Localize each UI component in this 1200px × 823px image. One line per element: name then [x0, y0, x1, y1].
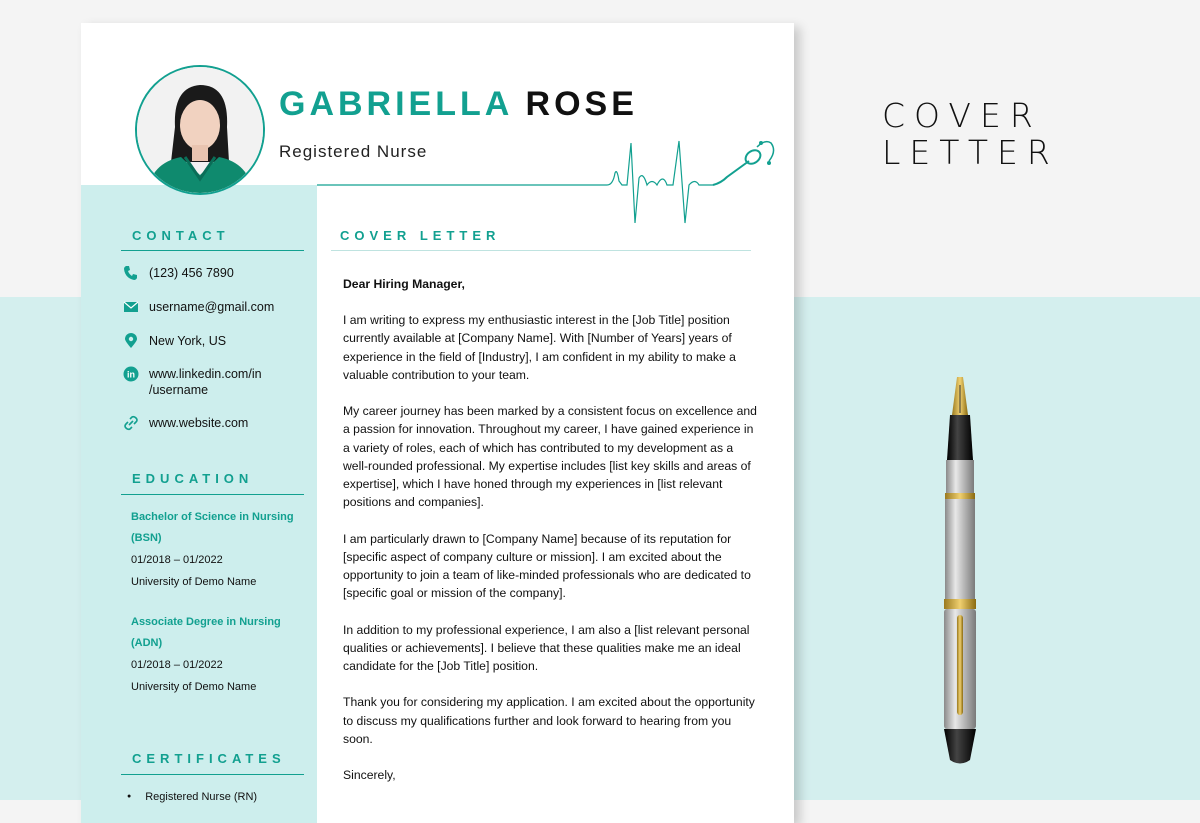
letter-paragraph-4: In addition to my professional experience, I am also a [list relevant personal qualities or achievements]. I believe that these qualities make me an ideal candidate for the [Job Title] position. — [343, 622, 750, 674]
linkedin-text: www.linkedin.com/in /username — [149, 367, 262, 397]
avatar-icon — [137, 67, 263, 193]
letter-greeting: Dear Hiring Manager, — [343, 277, 465, 291]
phone-icon — [123, 265, 139, 281]
education-school-2: University of Demo Name — [131, 681, 257, 693]
last-name: ROSE — [525, 85, 638, 123]
location-pin-icon — [123, 333, 139, 349]
letter-paragraph-3: I am particularly drawn to [Company Name] because of its reputation for [specific aspect of company culture or mission]. I am excited about the opportunity to join a team of like-minded professionals who are dedicated to [specific goal or mission of the company]. — [343, 531, 751, 601]
education-degree-1: Bachelor of Science in Nursing (BSN) — [131, 511, 294, 544]
svg-text:in: in — [127, 369, 135, 380]
education-dates-2: 01/2018 – 01/2022 — [131, 659, 223, 671]
first-name: GABRIELLA — [279, 85, 513, 123]
contact-linkedin — [123, 366, 279, 398]
profile-photo — [135, 65, 265, 195]
phone-text: (123) 456 7890 — [149, 266, 234, 280]
education-school-1: University of Demo Name — [131, 576, 257, 588]
location-text: New York, US — [149, 334, 227, 348]
education-divider — [121, 494, 304, 495]
contact-heading: CONTACT — [132, 228, 230, 243]
fountain-pen-image — [930, 375, 990, 770]
contact-email — [123, 299, 279, 315]
cover-letter-heading-line1: COVER — [882, 96, 1042, 135]
letter-body — [343, 275, 758, 803]
cover-letter-heading — [882, 97, 1062, 171]
email-icon — [123, 299, 139, 315]
heartbeat-stethoscope-icon — [317, 133, 787, 228]
education-degree-2: Associate Degree in Nursing (ADN) — [131, 616, 281, 649]
candidate-name — [279, 85, 638, 124]
resume-page — [81, 23, 794, 823]
letter-heading: COVER LETTER — [340, 228, 501, 243]
letter-paragraph-1: I am writing to express my enthusiastic interest in the [Job Title] position currently available at [Company Name]. With [Number of Years] years of experience in the field of [Industry], I am confident in my ability to make a valuable contribution to your team. — [343, 313, 736, 382]
cover-letter-heading-line2: LETTER — [882, 133, 1059, 172]
job-role: Registered Nurse — [279, 142, 428, 161]
website-text: www.website.com — [149, 416, 249, 430]
education-heading: EDUCATION — [132, 471, 254, 486]
certificate-item: ● Registered Nurse (RN) — [127, 791, 257, 803]
contact-divider — [121, 250, 304, 251]
letter-paragraph-2: My career journey has been marked by a consistent focus on excellence and a passion for innovation. Throughout my career, I have gained experience in a variety of roles, each of which has contributed to my development as a well-rounded professional. My expertise includes [list key skills and areas of expertise], which I have honed through my experiences in [list relevant positions and companies]. — [343, 404, 757, 510]
link-icon — [123, 415, 139, 431]
contact-phone — [123, 265, 279, 281]
contact-website — [123, 415, 279, 431]
contact-location — [123, 333, 279, 349]
certificates-divider — [121, 774, 304, 775]
education-dates-1: 01/2018 – 01/2022 — [131, 554, 223, 566]
letter-paragraph-5: Thank you for considering my application. I am excited about the opportunity to discuss my qualifications further and look forward to hearing from you soon. — [343, 695, 755, 746]
letter-divider — [331, 250, 751, 251]
letter-closing: Sincerely, — [343, 768, 396, 783]
certificates-heading: CERTIFICATES — [132, 751, 286, 766]
linkedin-icon — [123, 366, 139, 382]
email-text: username@gmail.com — [149, 300, 275, 314]
